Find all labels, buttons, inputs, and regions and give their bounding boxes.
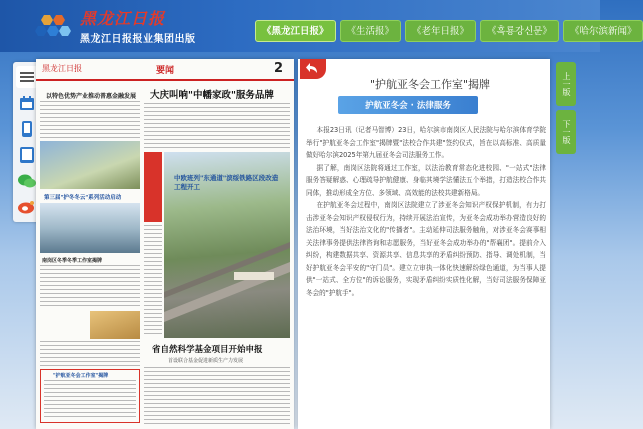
- text-block: [40, 265, 140, 309]
- right-column: [144, 85, 290, 429]
- newspaper-page[interactable]: [36, 59, 294, 429]
- left-headline-2[interactable]: 第三届"护冬冬云"系列活动启动: [44, 195, 122, 201]
- banner-text: 护航亚冬会 · 法律服务: [365, 101, 451, 111]
- article-body: [306, 124, 546, 299]
- header-bar: [0, 0, 637, 52]
- calendar-icon[interactable]: [16, 92, 38, 114]
- brand-title: 黑龙江日报: [80, 9, 166, 28]
- photo-small[interactable]: [90, 311, 140, 339]
- highlighted-article-box[interactable]: [40, 369, 140, 423]
- text-block: [40, 341, 140, 367]
- article-paragraph: 据了解，南岗区法院将通过工作室，以法治教育常态化进校园、"一站式"法律服务答疑解惑、心理疏导护航健康、身临其境学法懂法五个举措，打造法校合作共同体，推动形成全方位、多领域、高效能的法校共建新格局。: [306, 163, 546, 197]
- left-headline-3[interactable]: 南岗区冬季冬季工作室揭牌: [42, 258, 103, 264]
- next-page-label: 下一版: [562, 120, 571, 144]
- masthead-name: 黑龙江日报: [42, 64, 82, 73]
- section-name: 要闻: [156, 66, 175, 76]
- tab-life-news[interactable]: 《生活报》: [340, 20, 402, 42]
- text-block: [144, 103, 290, 149]
- wechat-icon[interactable]: [16, 170, 38, 192]
- article-banner-image: [338, 96, 478, 114]
- photo-gathering[interactable]: [40, 141, 140, 189]
- newspaper-tabs: [255, 20, 643, 42]
- weibo-icon[interactable]: [16, 196, 38, 218]
- brand-subtitle: 黑龙江日报报业集团出版: [80, 34, 196, 45]
- tablet-icon[interactable]: [16, 144, 38, 166]
- menu-icon[interactable]: [16, 66, 38, 88]
- article-paragraph: 本报23日讯（记者马智博）23日，哈尔滨市南岗区人民法院与哈尔滨体育学院举行"护航亚冬会工作室"揭牌暨"法校合作共建"签约仪式，旨在以高标准、高质量做好哈尔滨2025年第九届亚冬会司法服务工作。: [306, 126, 546, 159]
- article-paragraph: 在护航亚冬会过程中，南岗区法院建立了涉亚冬会知识产权保护机制，有力打击涉亚冬会知识产权侵权行为，持续开展法治宣传，为亚冬会成功举办营造良好的法治环境，当好法治文化的"传播者"。主动延伸司法服务触角，对涉亚冬会赛事相关法律事务提供法律咨询和志愿服务，当好亚冬会成功举办的"帮襄团"。提前介入纠纷，构建数据共享、资源共享、信息共享的矛盾纠纷预防、指导、调处机制，当好护航亚冬会平安的"守门员"。建立立审执一体化快速解纷绿色通道，为当事人提供"一站式、全方位"的诉讼服务，实现矛盾纠纷实质性化解，当好司法服务保障亚冬会的"护航手"。: [306, 201, 546, 297]
- text-block: [40, 101, 140, 139]
- tab-harbin-news[interactable]: 《哈尔滨新闻》: [563, 20, 643, 42]
- prev-page-button[interactable]: [556, 62, 576, 106]
- left-box-title: "护航亚冬会工作室"揭牌: [53, 373, 109, 379]
- photo-news-label: [144, 152, 162, 222]
- tab-senior-daily[interactable]: 《老年日报》: [405, 20, 476, 42]
- text-block: [144, 225, 162, 337]
- left-column: [40, 85, 140, 429]
- right-headline[interactable]: 大庆叫响"中幡家政"服务品牌: [150, 90, 274, 101]
- text-block: [144, 367, 290, 427]
- photo-railway[interactable]: [164, 152, 290, 338]
- back-arrow-icon: [306, 63, 320, 75]
- article-title: "护航亚冬会工作室"揭牌: [369, 78, 491, 91]
- logo-icon: [38, 12, 74, 42]
- bottom-headline[interactable]: 省自然科学基金项目开始申报: [152, 345, 263, 355]
- photo-caption: 中欧班列"东通道"滨绥铁路区段改造工程开工: [174, 174, 279, 191]
- photo-event[interactable]: [40, 203, 140, 253]
- next-page-button[interactable]: [556, 110, 576, 154]
- railway-illustration: [164, 222, 290, 338]
- phone-icon[interactable]: [16, 118, 38, 140]
- prev-page-label: 上一版: [562, 72, 571, 96]
- page-masthead: [36, 59, 294, 81]
- page-number: 2: [274, 61, 284, 76]
- tab-heilongjiang-daily[interactable]: 《黑龙江日报》: [255, 20, 336, 42]
- tab-korean-news[interactable]: 《흑룡강신문》: [480, 20, 559, 42]
- text-block: [44, 380, 136, 420]
- left-headline-1[interactable]: 以特色优势产业推动普惠金融发展: [46, 93, 137, 100]
- bottom-subheadline: 首设联合基金促进新质生产力发展: [168, 358, 244, 364]
